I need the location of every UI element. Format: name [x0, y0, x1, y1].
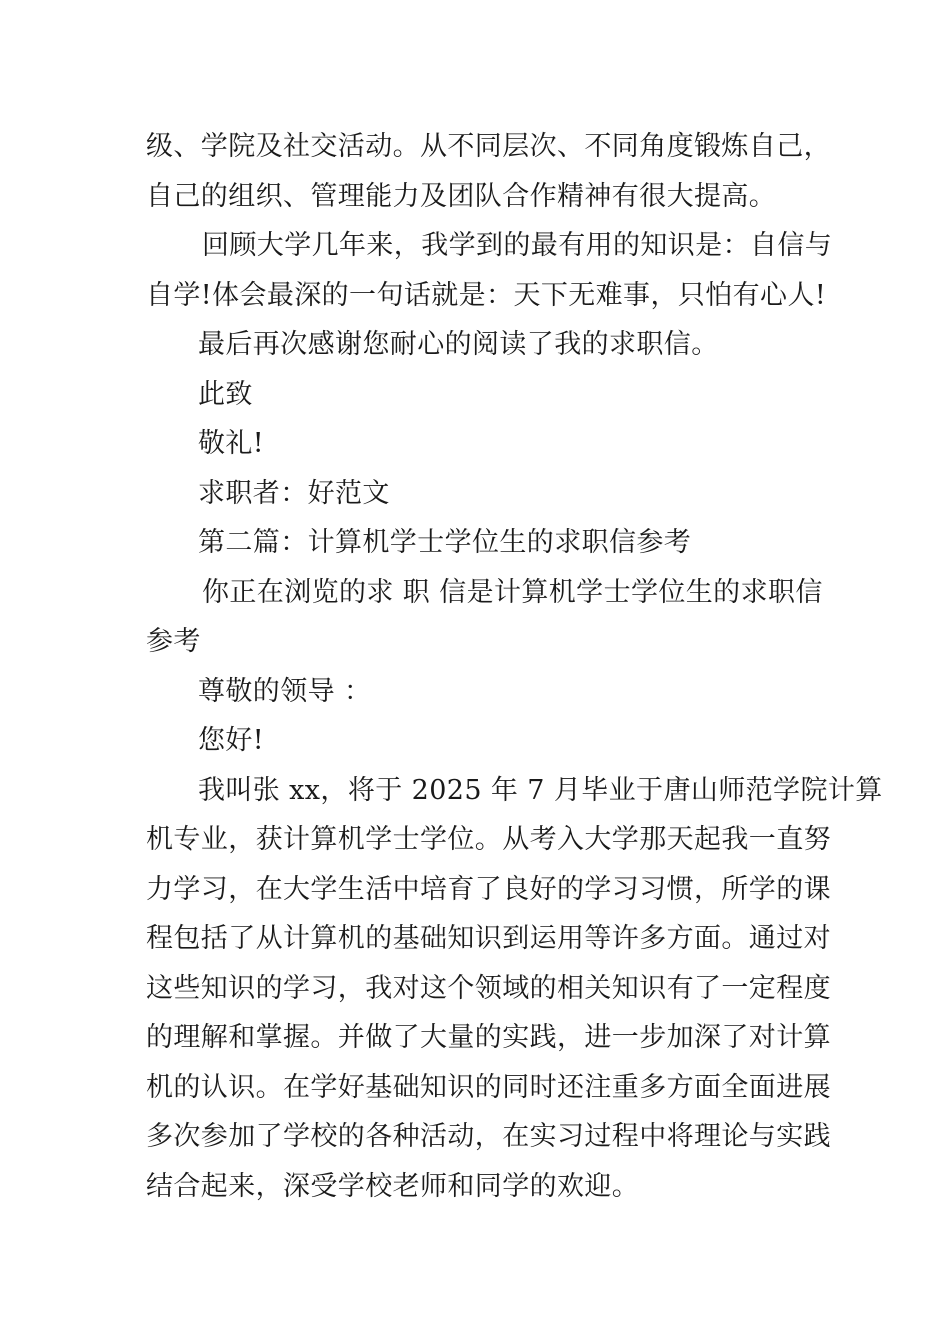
text-line: 机的认识。在学好基础知识的同时还注重多方面全面进展	[146, 1071, 831, 1103]
text-line: 这些知识的学习，我对这个领域的相关知识有了一定程度	[146, 972, 831, 1004]
text-line: 多次参加了学校的各种活动，在实习过程中将理论与实践	[146, 1121, 831, 1152]
text-line: 级、学院及社交活动。从不同层次、不同角度锻炼自己，	[146, 131, 831, 162]
text-line: 的理解和掌握。并做了大量的实践，进一步加深了对计算	[146, 1022, 831, 1053]
paragraph-start-line: 我叫张 xx，将于 2025 年 7 月毕业于唐山师范学院计算	[198, 774, 883, 806]
document-body	[146, 122, 883, 1211]
text-line: 结合起来，深受学校老师和同学的欢迎。	[146, 1170, 640, 1202]
text-line: 参考	[146, 626, 201, 657]
text-line: 机专业，获计算机学士学位。从考入大学那天起我一直努	[146, 824, 831, 855]
paragraph-start-line: 你正在浏览的求 职 信是计算机学士学位生的求职信	[202, 576, 823, 608]
signature-line: 求职者：好范文	[198, 477, 390, 509]
salutation-line: 敬礼!	[198, 428, 265, 459]
text-line: 力学习，在大学生活中培育了良好的学习习惯，所学的课	[146, 873, 831, 905]
greeting-line: 您好!	[198, 725, 265, 756]
salutation-line: 此致	[198, 378, 253, 410]
text-line: 自己的组织、管理能力及团队合作精神有很大提高。	[146, 180, 777, 212]
text-line: 自学!体会最深的一句话就是：天下无难事，只怕有心人!	[146, 279, 827, 311]
closing-thanks-line: 最后再次感谢您耐心的阅读了我的求职信。	[198, 329, 719, 360]
greeting-line: 尊敬的领导 ：	[198, 675, 372, 707]
paragraph-start-line: 回顾大学几年来，我学到的最有用的知识是：自信与	[202, 230, 833, 261]
section-heading: 第二篇：计算机学士学位生的求职信参考	[198, 527, 692, 558]
text-line: 程包括了从计算机的基础知识到运用等许多方面。通过对	[146, 923, 831, 954]
